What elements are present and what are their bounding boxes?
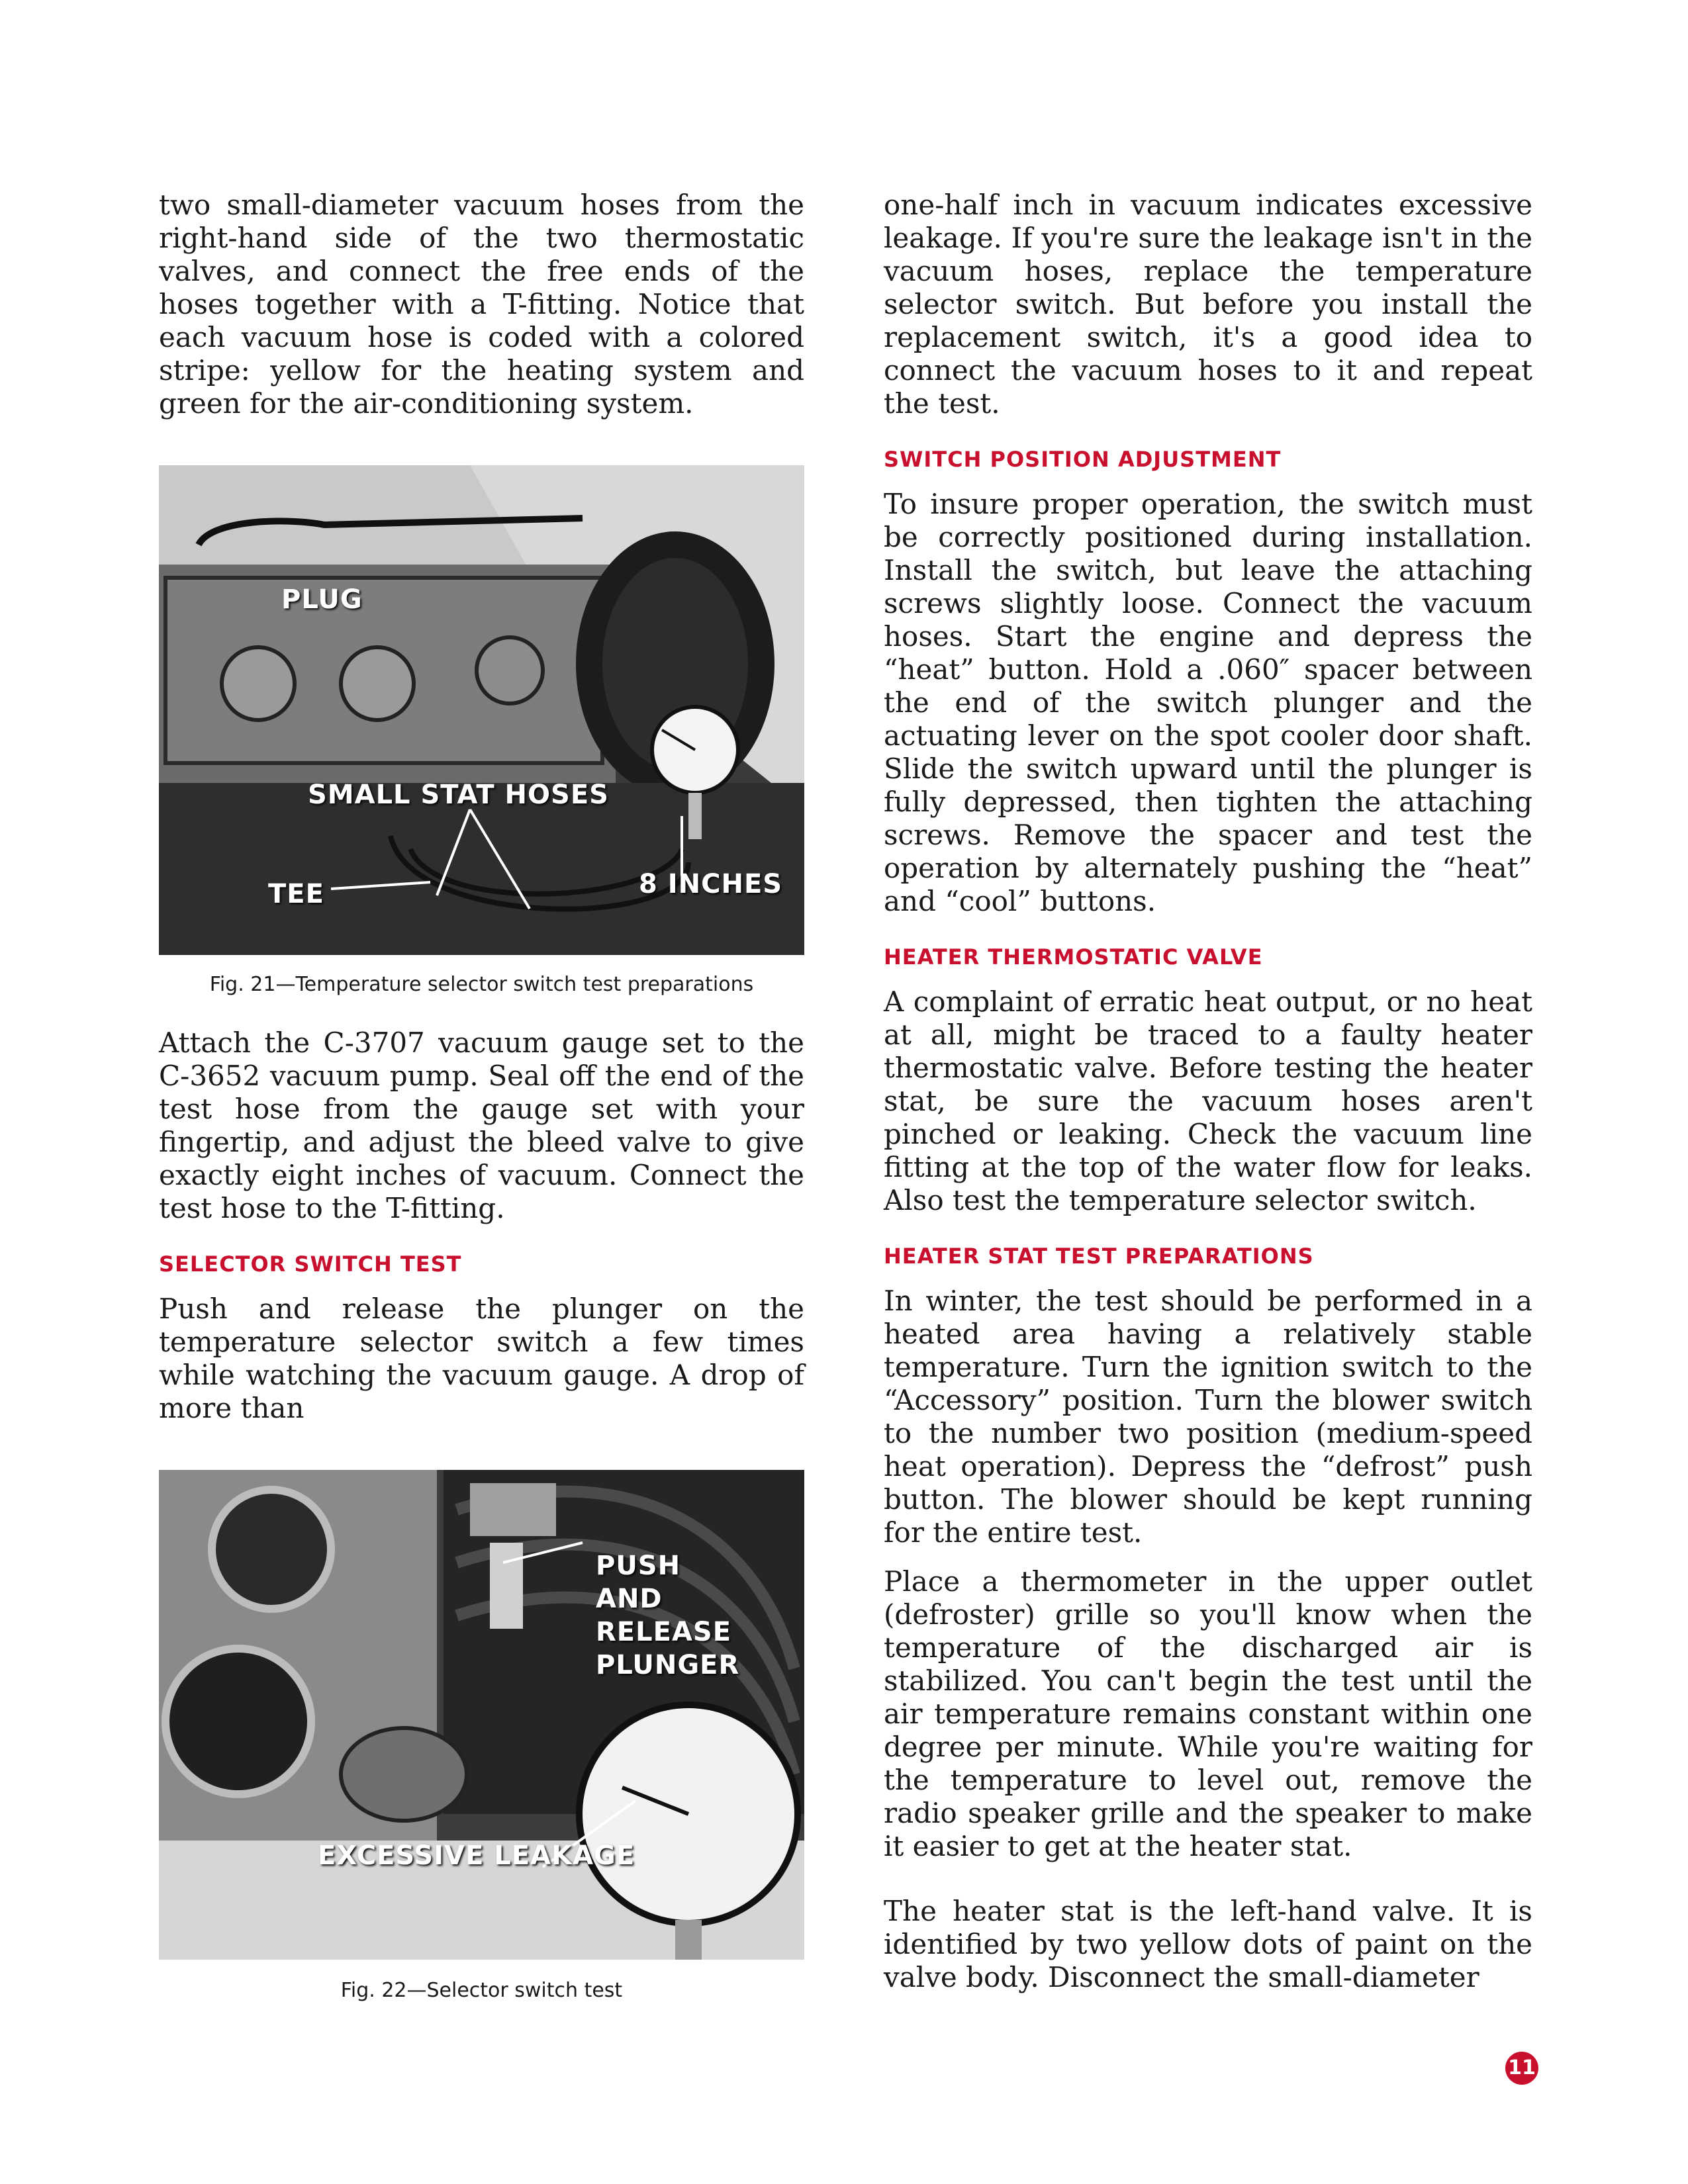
- figure-22-illustration: [159, 1470, 804, 1960]
- paragraph-prep-1: In winter, the test should be performed in a heated area having a relatively stable temperature. Turn the ignition switch to the “Accessory” position. Turn the blower switch to the number two position (medium-speed heat operation). Depress the “defrost” push button. The blower should be kept running for the entire test.: [884, 1285, 1532, 1549]
- label-plug: PLUG: [281, 584, 363, 615]
- label-push-release-plunger: PUSH AND RELEASE PLUNGER: [596, 1551, 740, 1680]
- paragraph-switch: To insure proper operation, the switch must be correctly positioned during installation. Install the switch, but leave the attaching screws slightly loose. Connect the vacuum hoses. Start the engine and depress the “heat” button. Hold a .060″ spacer between the end of the switch plunger and the actuating lever on the spot cooler door shaft. Slide the switch upward until the plunger is fully depressed, then tighten the attaching screws. Remove the spacer and test the operation by alternately pushing the “heat” and “cool” buttons.: [884, 488, 1532, 917]
- paragraph-attach: Attach the C-3707 vacuum gauge set to the C-3652 vacuum pump. Seal off the end of the test hose from the gauge set with your fingertip, and adjust the bleed valve to give exactly eight inches of vacuum. Connect the test hose to the T-fitting.: [159, 1026, 804, 1224]
- paragraph-prep-3: The heater stat is the left-hand valve. It is identified by two yellow dots of paint on the valve body. Disconnect the small-diameter: [884, 1895, 1532, 1993]
- paragraph-intro: two small-diameter vacuum hoses from the right-hand side of the two thermostatic valves, and connect the free ends of the hoses together with a T-fitting. Notice that each vacuum hose is coded with a colored stripe: yellow for the heating system and green for the air-conditioning system.: [159, 189, 804, 420]
- label-8-inches: 8 INCHES: [639, 869, 783, 899]
- label-excessive-leakage: EXCESSIVE LEAKAGE: [318, 1841, 635, 1871]
- label-tee: TEE: [268, 879, 324, 909]
- figure-22-photo: [159, 1470, 804, 1960]
- paragraph-continued: one-half inch in vacuum indicates excessive leakage. If you're sure the leakage isn't in the vacuum hoses, replace the temperature selector switch. But before you install the replacement switch, it's a good idea to connect the vacuum hoses to it and repeat the test.: [884, 189, 1532, 420]
- label-small-stat-hoses: SMALL STAT HOSES: [308, 780, 609, 810]
- left-column: [159, 189, 804, 2007]
- figure-21-photo: [159, 465, 804, 955]
- heading-heater-stat-test-preparations: HEATER STAT TEST PREPARATIONS: [884, 1244, 1314, 1269]
- figure-21-caption: Fig. 21—Temperature selector switch test preparations: [209, 973, 754, 996]
- paragraph-selector: Push and release the plunger on the temperature selector switch a few times while watching the vacuum gauge. A drop of more than: [159, 1293, 804, 1424]
- heading-switch-position-adjustment: SWITCH POSITION ADJUSTMENT: [884, 447, 1282, 472]
- page-number-badge: 11: [1505, 2052, 1538, 2085]
- paragraph-heater: A complaint of erratic heat output, or no heat at all, might be traced to a faulty heater thermostatic valve. Before testing the heater stat, be sure the vacuum hoses aren't pinched or leaking. Check the vacuum line fitting at the top of the water flow for leaks. Also test the temperature selector switch.: [884, 985, 1532, 1216]
- paragraph-prep-2: Place a thermometer in the upper outlet (defroster) grille so you'll know when the temperature of the discharged air is stabilized. You can't begin the test until the air temperature remains constant within one degree per minute. While you're waiting for the temperature to level out, remove the radio speaker grille and the speaker to make it easier to get at the heater stat.: [884, 1565, 1532, 1862]
- heading-selector-switch-test: SELECTOR SWITCH TEST: [159, 1251, 462, 1277]
- figure-22-caption: Fig. 22—Selector switch test: [340, 1979, 623, 2002]
- right-column: [884, 189, 1532, 1994]
- heading-heater-thermostatic-valve: HEATER THERMOSTATIC VALVE: [884, 944, 1263, 970]
